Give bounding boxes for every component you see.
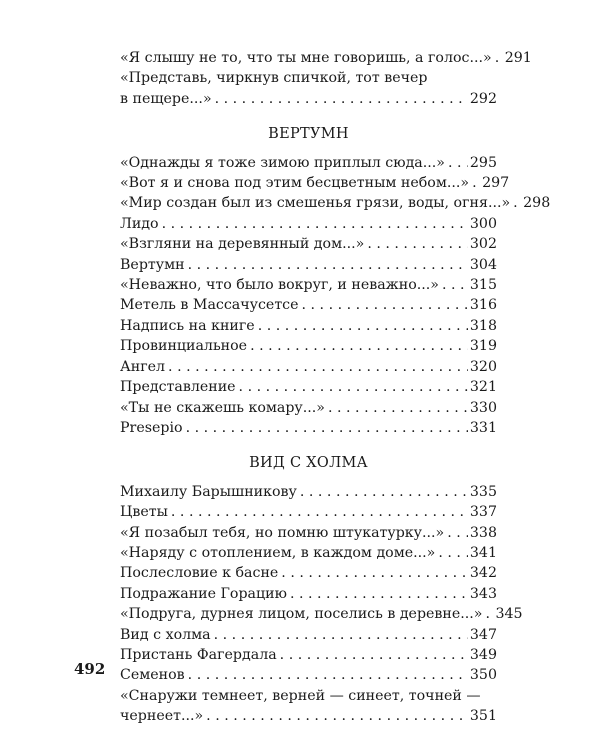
leader-dots — [162, 214, 468, 234]
toc-entry-page: 342 — [469, 565, 497, 582]
toc-entry-title: Пристань Фагердала — [120, 646, 277, 663]
toc-entry-page: 318 — [469, 317, 497, 334]
toc-entry-title: «Однажды я тоже зимою приплыл сюда...» — [120, 154, 445, 171]
leader-dots — [258, 316, 468, 336]
leader-dots — [214, 625, 468, 645]
toc-entry — [120, 645, 497, 665]
leader-dots — [485, 604, 493, 624]
leader-dots — [168, 357, 468, 377]
toc-entry-title: Лидо — [120, 215, 159, 232]
toc-entry-page: 335 — [469, 483, 497, 500]
toc-entry-title: Метель в Массачусетсе — [120, 297, 299, 314]
leader-dots — [290, 584, 468, 604]
toc-entry-page: 320 — [469, 358, 497, 375]
leader-dots — [447, 523, 468, 543]
toc-entry-title: Надпись на книге — [120, 317, 255, 334]
toc-entry-title-line2: в пещере...» — [120, 90, 212, 107]
toc-entry-page: 349 — [469, 646, 497, 663]
toc-entry-title-line1: «Снаружи темнеет, верней — синеет, точней — — [120, 687, 481, 704]
toc-entry-page: 341 — [469, 544, 497, 561]
toc-entry-page: 291 — [504, 50, 532, 66]
toc-entry-title: Подражание Горацию — [120, 585, 287, 602]
leader-dots — [188, 665, 468, 685]
toc-entry — [120, 68, 497, 109]
toc-entry-page: 330 — [469, 399, 497, 416]
toc-entry-title: «Ты не скажешь комару...» — [120, 399, 325, 416]
toc-entry-title: Ангел — [120, 358, 166, 375]
toc-entry — [120, 295, 497, 315]
toc-entry-title: «Мир создан был из смешенья грязи, воды, огня...» — [120, 195, 511, 212]
toc-entry — [120, 193, 551, 213]
leader-dots — [448, 153, 468, 173]
toc-entry — [120, 543, 497, 563]
toc-entry-page: 331 — [469, 419, 497, 436]
leader-dots — [188, 255, 468, 275]
leader-dots — [250, 336, 468, 356]
section-heading: ВИД С ХОЛМА — [249, 455, 368, 472]
leader-dots — [300, 482, 468, 502]
toc-entry — [120, 214, 497, 234]
toc-entry-page: 345 — [495, 606, 523, 623]
toc-entry — [120, 502, 497, 522]
leader-dots — [206, 706, 468, 726]
toc-entry-title: «Взгляни на деревянный дом...» — [120, 236, 365, 253]
toc-entry — [120, 316, 497, 336]
toc-entry — [120, 625, 497, 645]
toc-entry-page: 338 — [469, 524, 497, 541]
toc-entry-title: Цветы — [120, 504, 168, 521]
toc-entry — [120, 584, 497, 604]
leader-dots — [171, 502, 468, 522]
toc-entry-page: 298 — [523, 195, 551, 212]
leader-dots — [495, 48, 503, 68]
toc-entry-page: 337 — [469, 504, 497, 521]
toc-entry-title: «Подруга, дурнея лицом, поселись в деревне...» — [120, 606, 483, 623]
toc-entry — [120, 255, 497, 275]
toc-entry — [120, 604, 523, 624]
toc-entry-title-line2: чернеет...» — [120, 708, 204, 725]
toc-entry-title: Представление — [120, 379, 236, 396]
toc-entry — [120, 48, 532, 68]
toc-entry — [120, 523, 497, 543]
toc-entry — [120, 377, 497, 397]
toc-entry-title: Провинциальное — [120, 338, 248, 355]
toc-entry-page: 350 — [469, 667, 497, 684]
toc-entry-page: 304 — [469, 256, 497, 273]
toc-entry-page: 297 — [482, 175, 510, 192]
toc-entry-page: 315 — [469, 277, 497, 294]
section-heading: ВЕРТУМН — [268, 126, 349, 143]
leader-dots — [438, 543, 468, 563]
leader-dots — [513, 193, 521, 213]
toc-entry — [120, 173, 510, 193]
toc-entry — [120, 357, 497, 377]
toc-entry — [120, 336, 497, 356]
toc-entry — [120, 153, 497, 173]
toc-entry-page: 319 — [469, 338, 497, 355]
toc-entry-title: Presepio — [120, 419, 183, 436]
leader-dots — [239, 377, 468, 397]
leader-dots — [280, 645, 468, 665]
toc-entry-page: 295 — [469, 154, 497, 171]
toc-entry — [120, 686, 497, 727]
toc-entry-title: Послесловие к басне — [120, 565, 279, 582]
toc-entry-page: 321 — [469, 379, 497, 396]
leader-dots — [442, 275, 468, 295]
toc-entry-title: «Наряду с отоплением, в каждом доме...» — [120, 544, 436, 561]
toc-entry-page: 343 — [469, 585, 497, 602]
leader-dots — [472, 173, 480, 193]
toc-entry-page: 347 — [469, 626, 497, 643]
toc-entry-title: Вертумн — [120, 256, 185, 273]
toc-entry-title: «Я слышу не то, что ты мне говоришь, а голос...» — [120, 50, 492, 66]
toc-entry — [120, 563, 497, 583]
leader-dots — [328, 398, 468, 418]
toc-entry — [120, 234, 497, 254]
toc-entry-title: «Неважно, что было вокруг, и неважно...» — [120, 277, 439, 294]
toc-entry-title: Семенов — [120, 667, 185, 684]
toc-entry — [120, 275, 497, 295]
leader-dots — [367, 234, 468, 254]
toc-entry-title-line1: «Представь, чиркнув спичкой, тот вечер — [120, 70, 428, 87]
toc-entry — [120, 398, 497, 418]
leader-dots — [302, 295, 468, 315]
toc-entry — [120, 665, 497, 685]
toc-entry — [120, 418, 497, 438]
leader-dots — [281, 563, 468, 583]
table-of-contents — [120, 48, 551, 727]
toc-entry-page: 300 — [469, 215, 497, 232]
leader-dots — [186, 418, 468, 438]
toc-entry-title: «Вот я и снова под этим бесцветным небом...» — [120, 175, 470, 192]
toc-entry — [120, 482, 497, 502]
toc-entry-title: Михаилу Барышникову — [120, 483, 297, 500]
page-number: 492 — [74, 660, 106, 678]
toc-entry-page: 316 — [469, 297, 497, 314]
leader-dots — [215, 89, 468, 109]
toc-entry-title: «Я позабыл тебя, но помню штукатурку...» — [120, 524, 445, 541]
toc-entry-page: 351 — [469, 708, 497, 725]
toc-entry-page: 292 — [469, 90, 497, 107]
toc-entry-page: 302 — [469, 236, 497, 253]
toc-entry-title: Вид с холма — [120, 626, 211, 643]
